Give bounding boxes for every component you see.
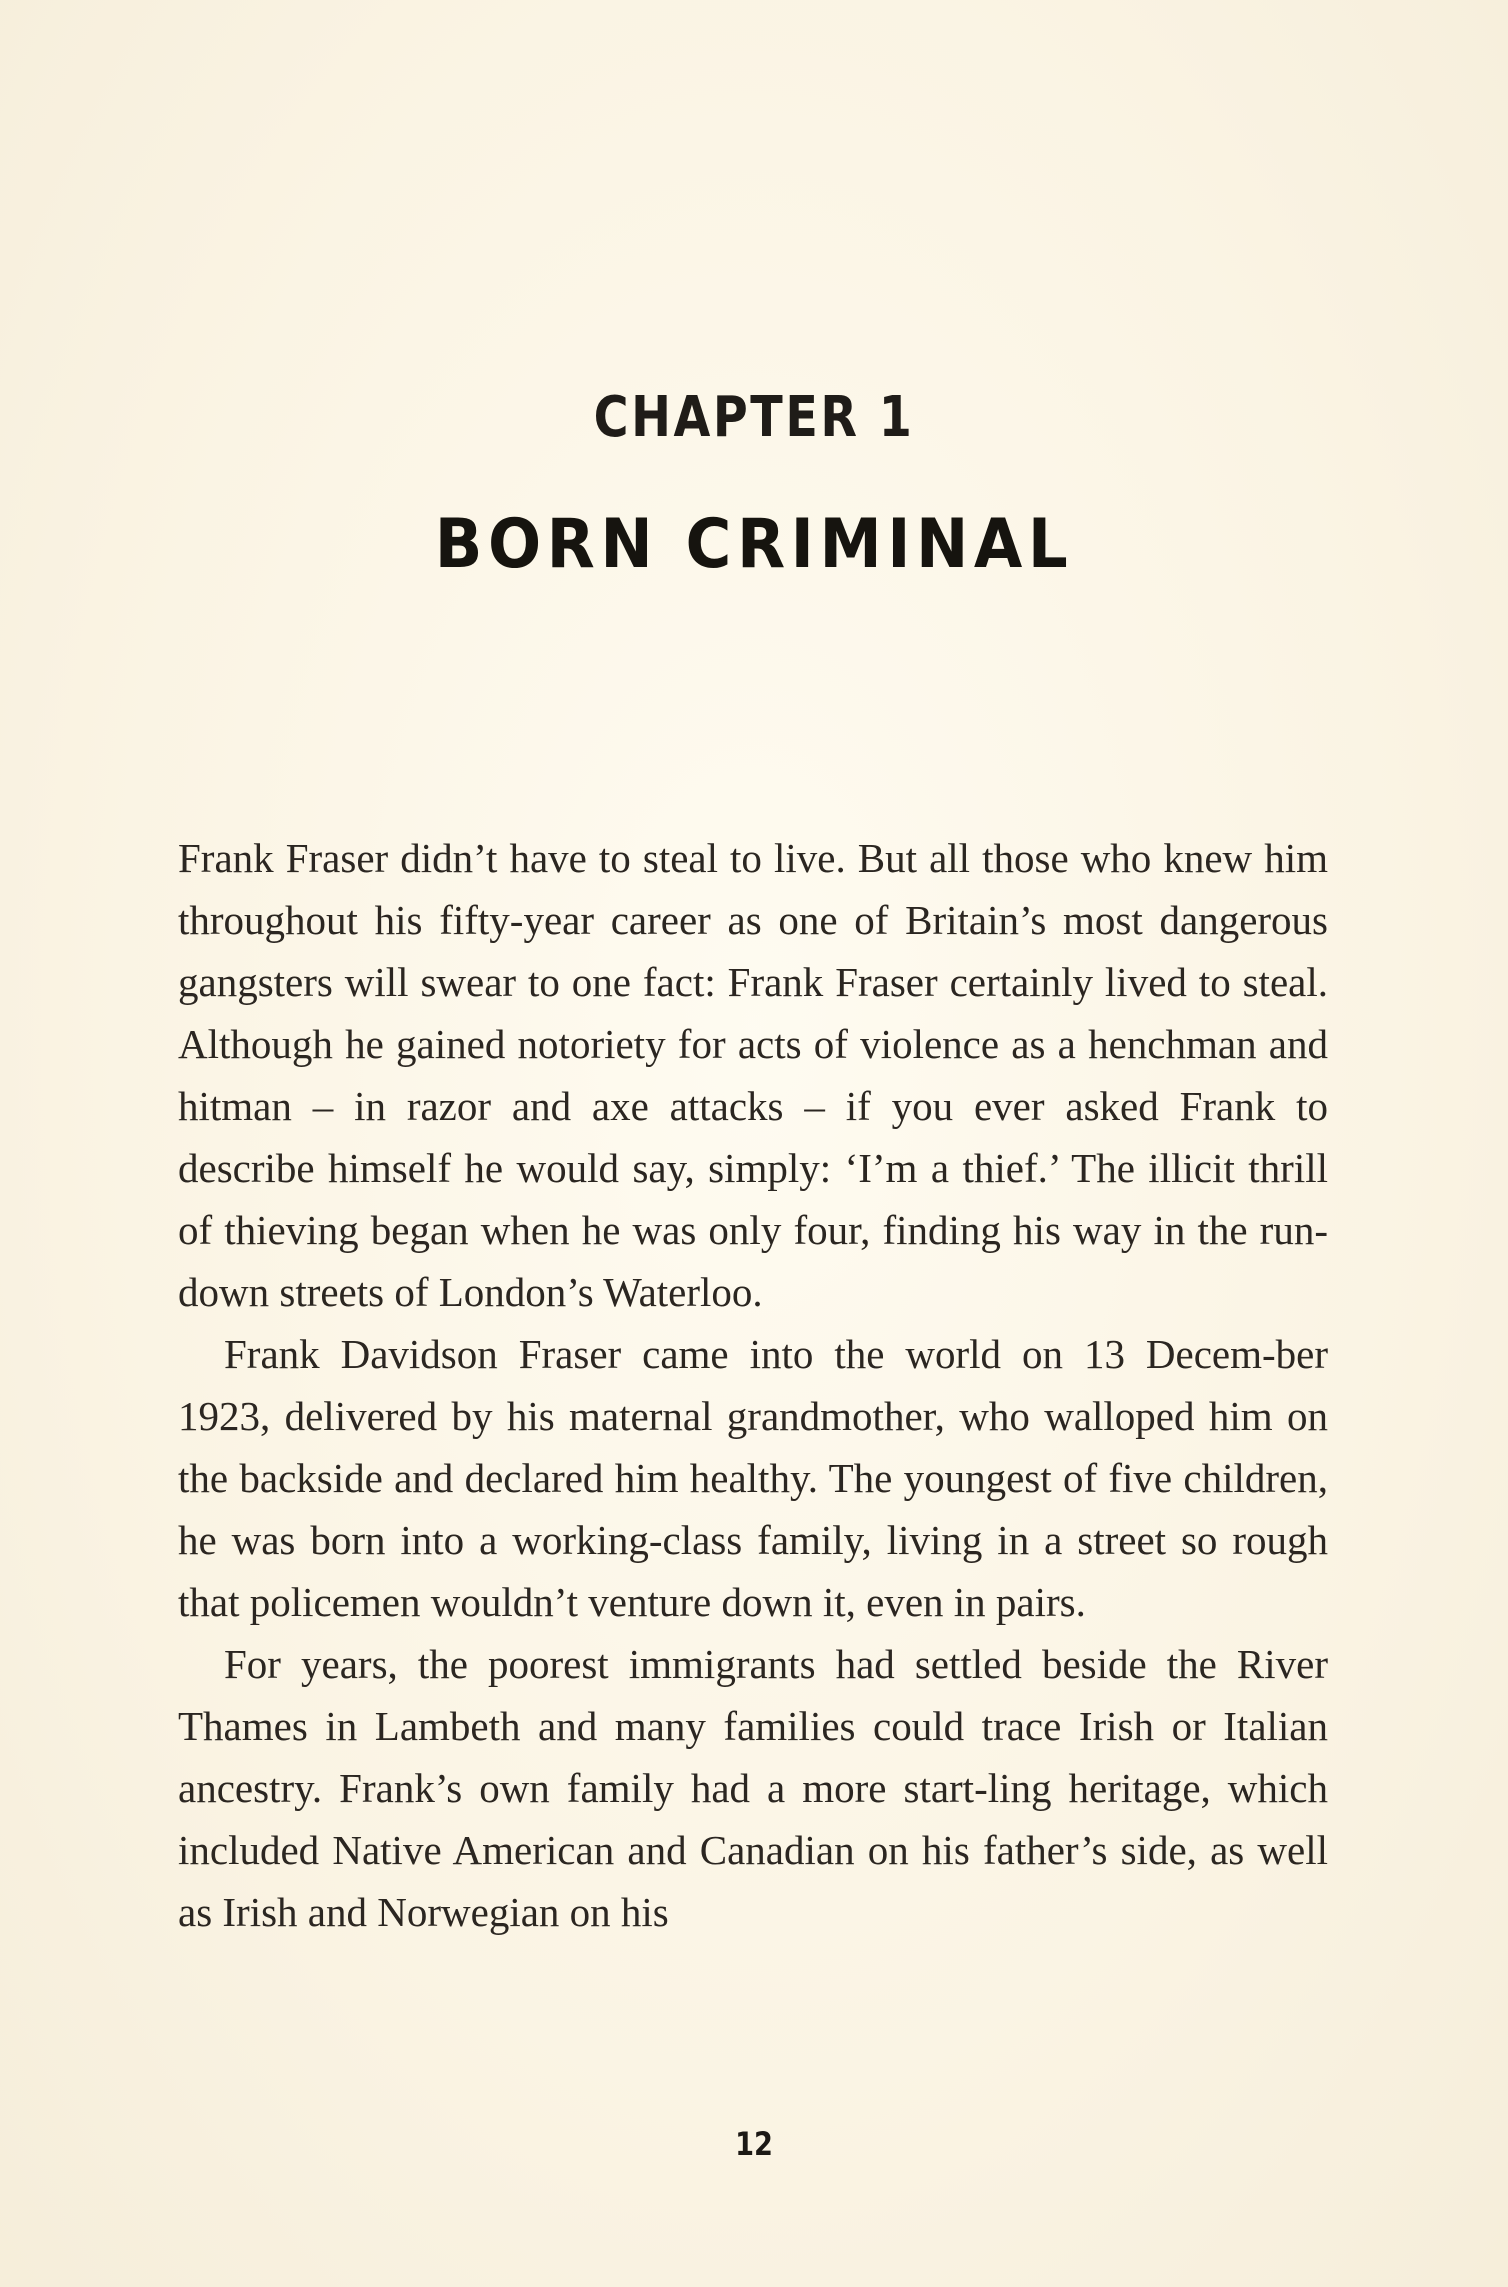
- page-number: 12: [735, 2125, 773, 2163]
- body-text: [178, 827, 1328, 1943]
- paragraph-3: For years, the poorest immigrants had settled beside the River Thames in Lambeth and many families could trace Irish or Italian ancestry. Frank’s own family had a more start-ling heritage, which included Native American and Canadian on his father’s side, as well as Irish and Norwegian on his: [178, 1641, 1328, 1935]
- chapter-title: BORN CRIMINAL: [434, 505, 1074, 584]
- paragraph-1: Frank Fraser didn’t have to steal to live. But all those who knew him throughout his fifty-year career as one of Britain’s most dangerous gangsters will swear to one fact: Frank Fraser certainly lived to steal. Although he gained notoriety for acts of violence as a henchman and hitman – in razor and axe attacks – if you ever asked Frank to describe himself he would say, simply: ‘I’m a thief.’ The illicit thrill of thieving began when he was only four, finding his way in the run-down streets of London’s Waterloo.: [178, 835, 1328, 1315]
- paragraph-2: Frank Davidson Fraser came into the world on 13 Decem-ber 1923, delivered by his maternal grandmother, who walloped him on the backside and declared him healthy. The youngest of five children, he was born into a working-class family, living in a street so rough that policemen wouldn’t venture down it, even in pairs.: [178, 1331, 1328, 1625]
- chapter-number: CHAPTER 1: [593, 385, 915, 450]
